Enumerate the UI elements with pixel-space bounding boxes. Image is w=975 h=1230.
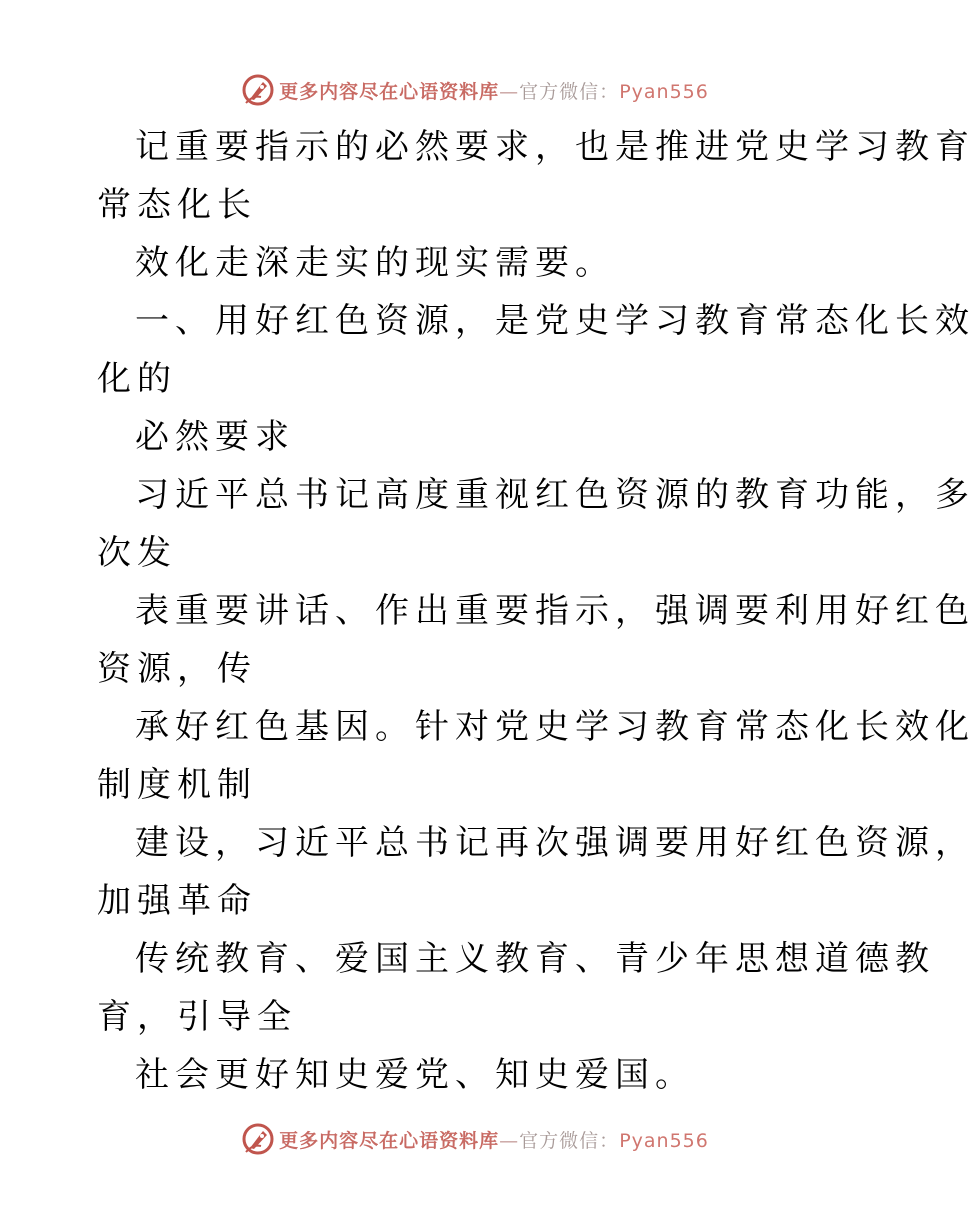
watermark-text [279,77,709,104]
text-line: 育，引导全 [97,997,297,1037]
watermark-label: 官方微信： [519,1129,620,1152]
watermark-dash: — [499,1129,520,1152]
pen-nib-logo-icon [241,1122,275,1156]
text-line: 一、用好红色资源，是党史学习教育常态化长效 [135,301,975,341]
watermark-dash: — [499,80,520,103]
text-line: 次发 [97,533,177,573]
document-body [97,118,975,1104]
text-line: 建设，习近平总书记再次强调要用好红色资源， [135,823,975,863]
text-line: 必然要求 [135,417,295,457]
text-line: 记重要指示的必然要求，也是推进党史学习教育 [135,127,975,167]
watermark-id: Pyan556 [619,80,709,103]
text-line: 常态化长 [97,185,257,225]
watermark-text [279,1126,709,1153]
text-line: 社会更好知史爱党、知史爱国。 [135,1055,695,1095]
text-line: 承好红色基因。针对党史学习教育常态化长效化 [135,707,975,747]
text-line: 传统教育、爱国主义教育、青少年思想道德教 [135,939,935,979]
text-line: 制度机制 [97,765,257,805]
text-line: 表重要讲话、作出重要指示，强调要利用好红色 [135,591,975,631]
watermark-site: 更多内容尽在心语资料库 [279,1129,500,1152]
text-line: 加强革命 [97,881,257,921]
watermark-site: 更多内容尽在心语资料库 [279,80,500,103]
text-line: 资源，传 [97,649,257,689]
text-line: 效化走深走实的现实需要。 [135,243,615,283]
header-watermark [0,70,950,110]
text-line: 习近平总书记高度重视红色资源的教育功能，多 [135,475,975,515]
watermark-id: Pyan556 [619,1129,709,1152]
pen-nib-logo-icon [241,73,275,107]
text-line: 化的 [97,359,177,399]
watermark-label: 官方微信： [519,80,620,103]
footer-watermark [0,1119,950,1159]
